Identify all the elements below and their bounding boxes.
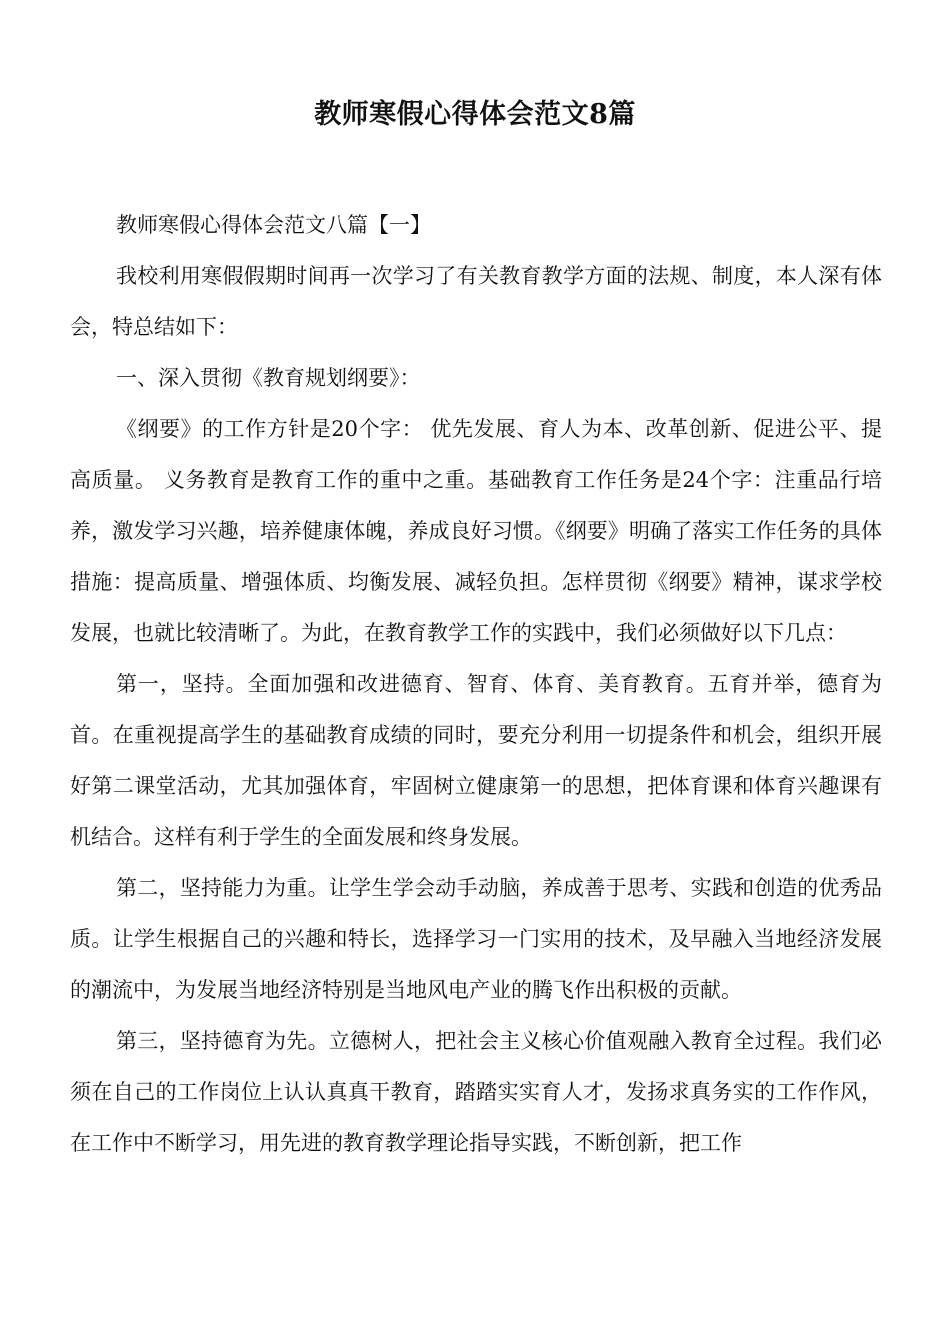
paragraph: 第三，坚持德育为先。立德树人，把社会主义核心价值观融入教育全过程。我们必须在自己的工作岗位上认认真真干教育，踏踏实实育人才，发扬求真务实的工作作风，在工作中不断学习，用先进的教育教学理论指导实践，不断创新，把工作: [70, 1029, 882, 1155]
paragraph: 《纲要》的工作方针是20个字： 优先发展、育人为本、改革创新、促进公平、提高质量。 义务教育是教育工作的重中之重。基础教育工作任务是24个字：注重品行培养，激发学习兴趣，培养健康体魄，养成良好习惯。《纲要》明确了落实工作任务的具体措施：提高质量、增强体质、均衡发展、减轻负担。怎样贯彻《纲要》精神，谋求学校发展，也就比较清晰了。为此，在教育教学工作的实践中，我们必须做好以下几点：: [70, 417, 882, 645]
section-heading: 教师寒假心得体会范文八篇【一】: [116, 213, 431, 237]
paragraph: 第二，坚持能力为重。让学生学会动手动脑，养成善于思考、实践和创造的优秀品质。让学生根据自己的兴趣和特长，选择学习一门实用的技术，及早融入当地经济发展的潮流中，为发展当地经济特别是当地风电产业的腾飞作出积极的贡献。: [70, 876, 882, 1002]
paragraph: 第一，坚持。全面加强和改进德育、智育、体育、美育教育。五育并举，德育为首。在重视提高学生的基础教育成绩的同时，要充分利用一切提条件和机会，组织开展好第二课堂活动，尤其加强体育，牢固树立健康第一的思想，把体育课和体育兴趣课有机结合。这样有利于学生的全面发展和终身发展。: [70, 672, 882, 849]
document-body: [70, 200, 882, 1169]
document-title: 教师寒假心得体会范文8篇: [314, 99, 636, 130]
paragraph: 我校利用寒假假期时间再一次学习了有关教育教学方面的法规、制度，本人深有体会，特总结如下：: [70, 264, 882, 339]
subsection-heading: 一、深入贯彻《教育规划纲要》：: [116, 366, 421, 390]
